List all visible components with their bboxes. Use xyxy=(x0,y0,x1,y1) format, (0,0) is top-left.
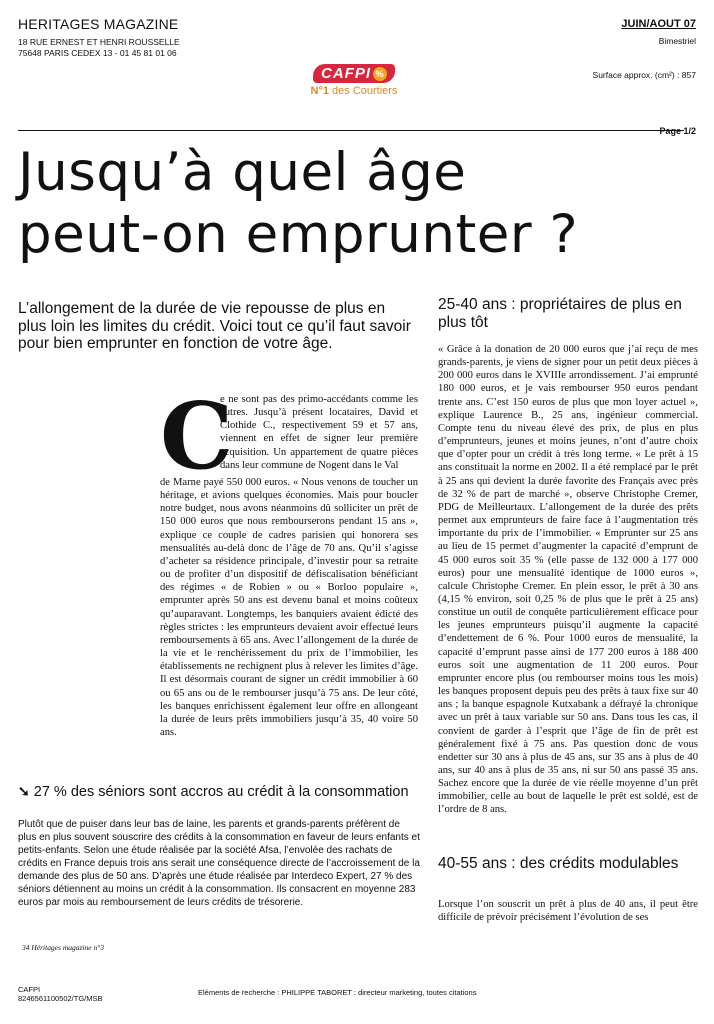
column2-body: « Grâce à la donation de 20 000 euros que j’ai reçu de mes grands-parents, je viens de signer pour un petit deux pièces à 200 000 euros dans le XVIIIe arrondissement. J’ai emprunté 180 000 euros, et je vais rembourser 950 euros pendant trente ans. C’est 150 euros de plus que mon loyer actuel », explique Laurence B., 25 ans, ingénieur commercial. Compte tenu du niveau élevé des prix, de plus en plus d’emprunteurs, jeunes et moins jeunes, n’ont d’autre choix que d’opter pour un crédit à très long terme. « Le prêt à 15 ans constituait la norme en 2002. Il a été remplacé par le prêt à 25 ans qui devient la durée favorite des Français avec près de 32 % de part de marché », observe Christophe Cremer, PDG de Meilleurtaux. L’allongement de la durée des prêts permet aux emprunteurs de faire face à l’augmentation très importante du prix de l’immobilier. « Emprunter sur 25 ans au lieu de 15 permet d’augmenter la capacité d’emprunt de 45 000 euros soit 35 % (elle passe de 132 000 à 177 000 euros) pour une mensualité identique de 1000 euros », calcule Christophe Cremer. En plein essor, le prêt à 30 ans (4,15 % environ, soit 0,25 % de plus que le prêt à 25 ans) constitue un outil de conquête particulièrement efficace pour les jeunes emprunteurs puisqu’il augmente la capacité d’endettement de 6 %. Pour 1000 euros de mensualité, la capacité d’emprunt passe ainsi de 177 200 euros à 188 400 euros soit une augmentation de 11 200 euros. Pour emprunter encore plus (ou rembourser moins tous les mois) les banques proposent depuis peu des prêts à taux fixe sur 40 ans ; la banque espagnole Kutxabank a défrayé la chronique avec un prêt à taux variable sur 50 ans. Dans tous les cas, il convient de garder à l’esprit que l’âge de fin de prêt est généralement fixé à 75 ans. Pas question donc de vous endetter sur 30 ans à plus de 45 ans, sur 35 ans à plus de 40 ans, sur 40 ans à plus de 35 ans, ni sur 50 ans passé 35 ans. Sachez encore que la durée de vie réelle moyenne d’un prêt immobilier, celle au bout de laquelle le prêt est soldé, est de l’ordre de 8 ans. xyxy=(438,344,698,816)
logo-tagline-strong: N°1 xyxy=(310,85,329,97)
column1-body: de Marne payé 550 000 euros. « Nous venons de toucher un héritage, et avions quelques économies. Mais pour boucler notre budget, nous avons néanmoins dû solliciter un prêt de 150 000 euros que nous rembourserons pendant 15 ans », explique ce couple de cadres parisien qui honorera ses mensualités au-delà donc de l’âge de 70 ans. Qu’il s’agisse d’acheter sa résidence principale, d’investir pour sa retraite ou de profiter d’un dispositif de défiscalisation bénéficiant des régimes « de Robien » ou « Borloo populaire », emprunter après 50 ans est devenu banal et moins coûteux qu’auparavant. Longtemps, les banquiers avaient édicté des règles strictes : les emprunteurs devaient avoir effectué leurs remboursements à 65 ans. Avec l’allongement de la durée de la vie et le renchérissement du prix de l’immobilier, les établissements ne rechignent plus à relever les limites d’âge. Il est désormais courant de signer un crédit immobilier à 60 ou 65 ans ou de le rembourser jusqu’à 75 ans. De leur côté, les banques enrichissent également leur offre en allongeant la durée de leurs prêts immobiliers jusqu’à 35, 40 voire 50 ans. xyxy=(160,477,418,738)
page-number: Page 1/2 xyxy=(659,126,696,136)
drop-cap: C xyxy=(160,382,234,490)
footer-search-terms: Eléments de recherche : PHILIPPE TABORET : directeur marketing, toutes citations xyxy=(198,988,477,997)
logo-mark-text: CAFPI xyxy=(321,65,371,82)
logo-tagline-rest: des Courtiers xyxy=(328,85,398,97)
logo-mark xyxy=(313,64,395,83)
publication-name: HERITAGES MAGAZINE xyxy=(18,16,179,32)
frequency: Bimestriel xyxy=(658,36,696,46)
header-divider xyxy=(18,130,684,131)
footer-reference: 8246561100502/TG/MSB xyxy=(18,994,103,1003)
magazine-footer: 34 Héritages magazine n°3 xyxy=(22,943,104,952)
cafpi-logo xyxy=(300,64,408,97)
seniors-heading xyxy=(18,784,418,800)
section-heading-40-55: 40-55 ans : des crédits modulables xyxy=(438,855,679,872)
footer-client-name: CAFPI xyxy=(18,985,41,994)
surface-area: Surface approx. (cm²) : 857 xyxy=(592,70,696,80)
title-line-1: Jusqu’à quel âge xyxy=(18,142,467,203)
percent-icon: % xyxy=(373,67,387,81)
column1-intro: e ne sont pas des primo-accédants comme les autres. Jusqu’à présent locataires, David et Clothide C., respectivement 59 et 57 ans, viennent en effet de signer leur première acquisition. Un appartement de quatre pièces dans leur commune de Nogent dans le Val xyxy=(220,394,418,471)
seniors-box: Plutôt que de puiser dans leur bas de laine, les parents et grands-parents préfèrent de plus en plus souvent souscrire des crédits à la consommation en faveur de leurs enfants et petits-enfants. Selon une étude réalisée par la société Afsa, l’envolée des rachats de crédits en France depuis trois ans serait une conséquence directe de l’accroissement de la demande des plus de 50 ans. D’après une étude réalisée par Interdeco Expert, 27 % des séniors détiennent au moins un crédit à la consommation. Ils consacrent en moyenne 283 euros par mois au remboursement de leurs crédits de trésorerie. xyxy=(18,819,420,908)
footer-client xyxy=(18,985,103,1003)
address-line-1: 18 RUE ERNEST ET HENRI ROUSSELLE xyxy=(18,37,180,47)
section-heading-25-40: 25-40 ans : propriétaires de plus en plus tôt xyxy=(438,296,682,331)
arrow-down-right-icon: ➘ xyxy=(18,783,30,799)
column2-continued: Lorsque l’on souscrit un prêt à plus de 40 ans, il peut être difficile de prévoir précisément l’évolution de ses xyxy=(438,899,698,924)
article-title xyxy=(18,142,698,266)
article-lead: L’allongement de la durée de vie repousse de plus en plus loin les limites du crédit. Voici tout ce qu’il faut savoir pour bien emprunter en fonction de votre âge. xyxy=(18,300,411,352)
logo-tagline xyxy=(300,85,408,97)
address-line-2: 75648 PARIS CEDEX 13 - 01 45 81 01 06 xyxy=(18,48,177,58)
issue-date: JUIN/AOUT 07 xyxy=(621,18,696,30)
title-line-2: peut-on emprunter ? xyxy=(18,204,579,265)
seniors-heading-text: 27 % des séniors sont accros au crédit à la consommation xyxy=(33,784,409,800)
